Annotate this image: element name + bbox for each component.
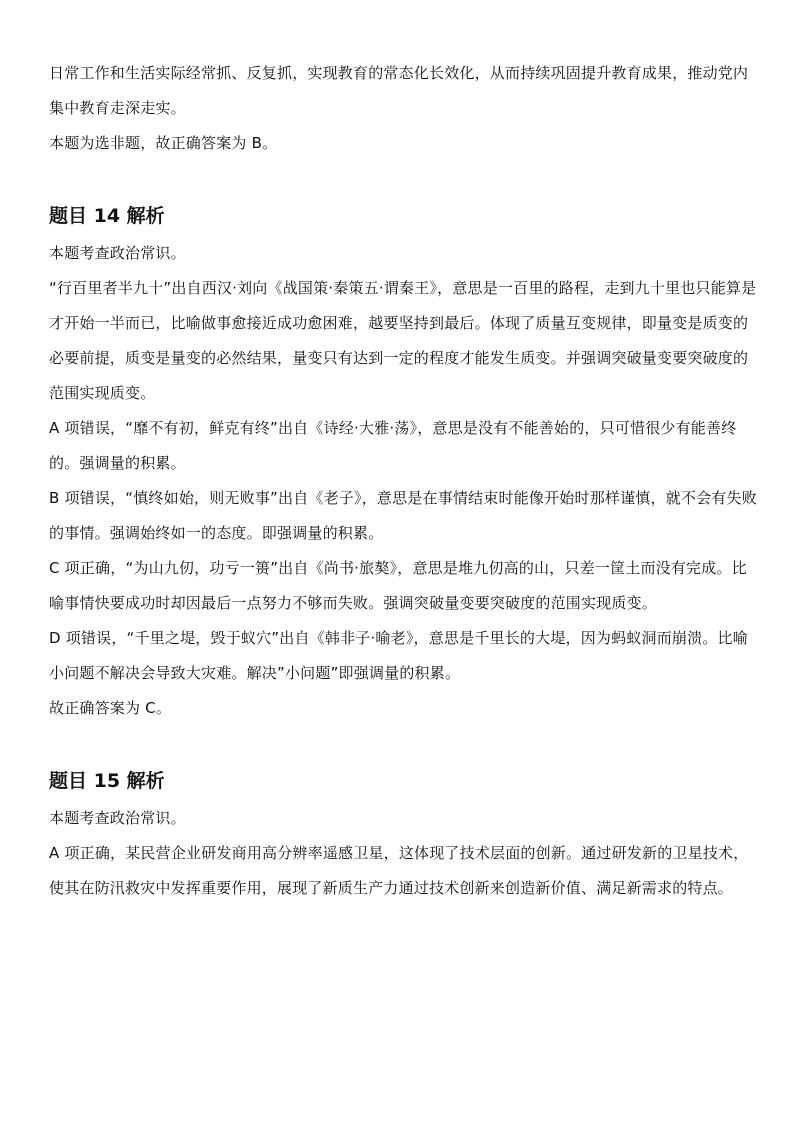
q14-answer: 故正确答案为 C。 xyxy=(49,699,172,717)
intro-paragraph: 日常工作和生活实际经常抓、反复抓，实现教育的常态化长效化，从而持续巩固提升教育成果，推动党内集中教育走深走实。 xyxy=(49,64,749,117)
q14-option-c: C 项正确，“为山九仞，功亏一篑”出自《尚书·旅獒》，意思是堆九仞高的山，只差一筐土而没有完成。比喻事情快要成功时却因最后一点努力不够而失败。强调突破量变要突破度的范围实现质变。 xyxy=(49,559,747,612)
intro-answer: 本题为选非题，故正确答案为 B。 xyxy=(49,134,278,152)
q15-paragraph-topic: 本题考查政治常识。 xyxy=(49,809,186,827)
q14-paragraph-explanation: “行百里者半九十”出自西汉·刘向《战国策·秦策五·谓秦王》，意思是一百里的路程，走到九十里也只能算是才开始一半而已，比喻做事愈接近成功愈困难，越要坚持到最后。体现了质量互变规律，即量变是质变的必要前提，质变是量变的必然结果，量变只有达到一定的程度才能发生质变。并强调突破量变要突破度的范围实现质变。 xyxy=(49,279,757,402)
question-14-heading: 题目 14 解析 xyxy=(49,205,165,227)
q14-option-d: D 项错误，“千里之堤，毁于蚁穴”出自《韩非子·喻老》，意思是千里长的大堤，因为蚂蚁洞而崩溃。比喻小问题不解决会导致大灾难。解决”小问题”即强调量的积累。 xyxy=(49,629,748,682)
q14-option-a: A 项错误，“靡不有初，鲜克有终”出自《诗经·大雅·荡》，意思是没有不能善始的，只可惜很少有能善终的。强调量的积累。 xyxy=(49,419,737,472)
q15-option-a: A 项正确，某民营企业研发商用高分辨率遥感卫星，这体现了技术层面的创新。通过研发新的卫星技术，使其在防汛救灾中发挥重要作用，展现了新质生产力通过技术创新来创造新价值、满足新需求的特点。 xyxy=(49,844,749,897)
question-15-heading: 题目 15 解析 xyxy=(49,770,165,792)
document-page xyxy=(49,56,761,906)
q14-option-b: B 项错误，“慎终如始，则无败事”出自《老子》，意思是在事情结束时能像开始时那样谨慎，就不会有失败的事情。强调始终如一的态度。即强调量的积累。 xyxy=(49,489,757,542)
q14-paragraph-topic: 本题考查政治常识。 xyxy=(49,244,186,262)
